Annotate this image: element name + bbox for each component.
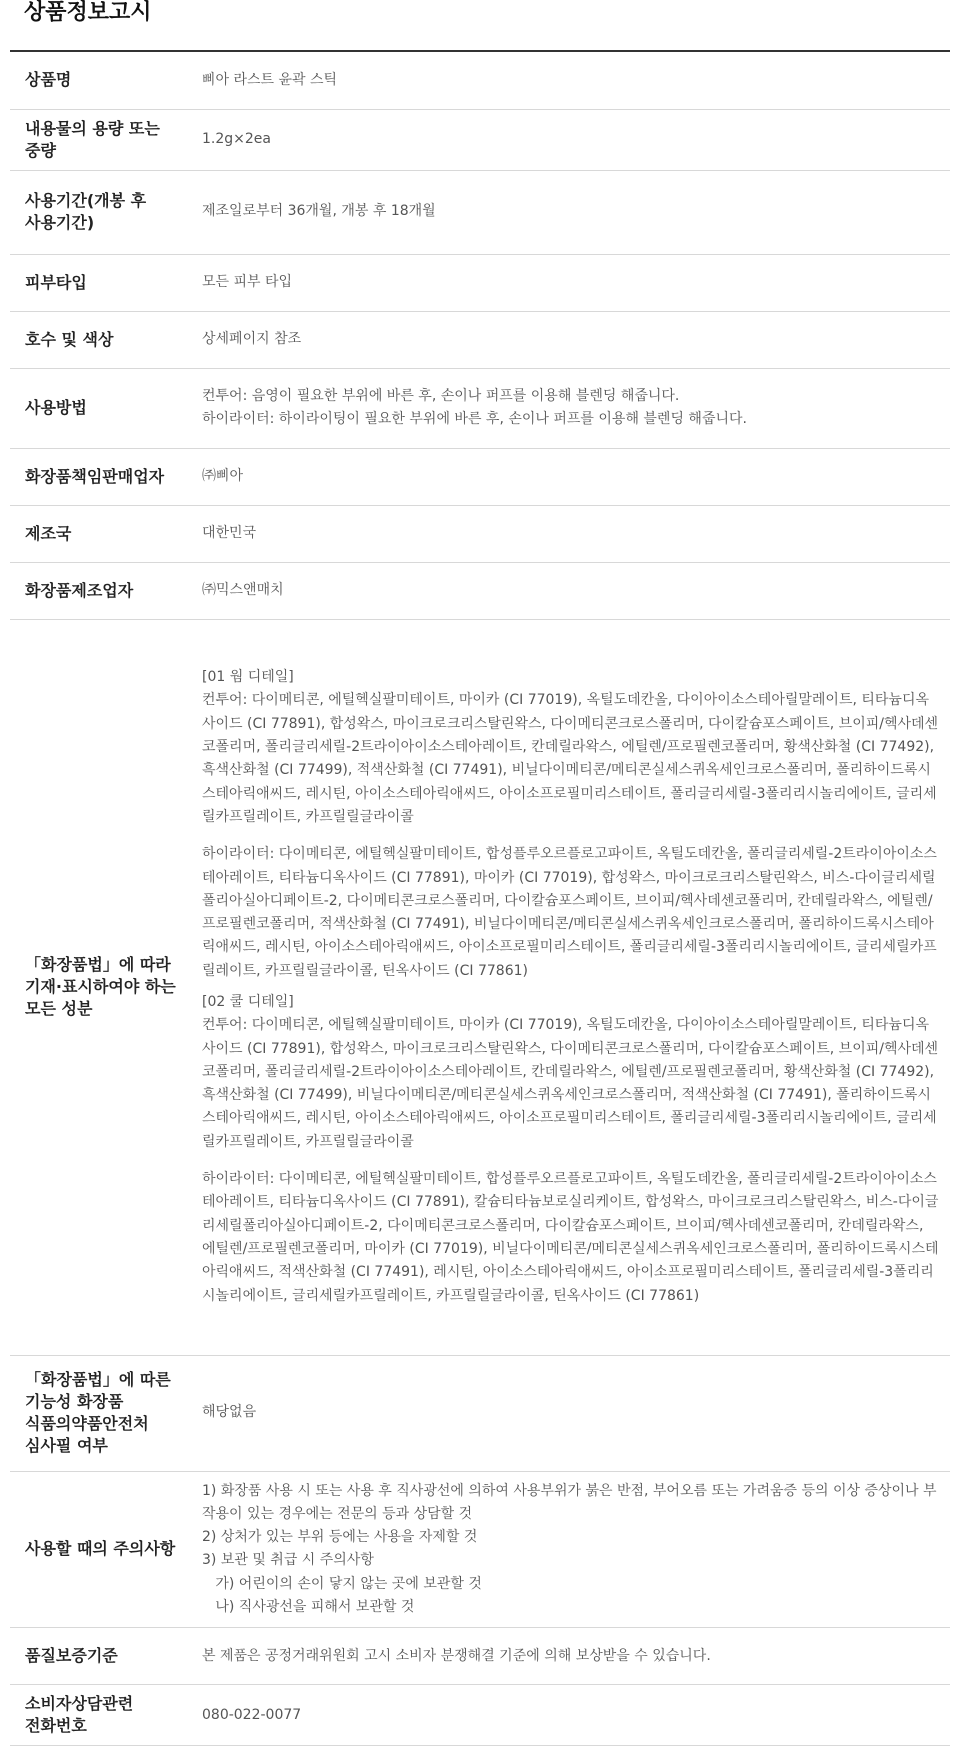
row-label-country: 제조국 bbox=[10, 505, 202, 562]
table-row bbox=[10, 448, 950, 505]
table-row bbox=[10, 311, 950, 368]
ingredients-cool-heading: [02 쿨 디테일] bbox=[202, 994, 294, 1010]
ingredients-warm-highlighter: 하이라이터: 다이메티콘, 에틸헥실팔미테이트, 합성플루오르플로고파이트, 옥틸도데칸올, 폴리글리세릴-2트라이아이소스테아레이트, 티타늄디옥사이드 (CI 77891), 마이카 (CI 77019), 합성왁스, 마이크로크리스탈린왁스, 비스-다이글리세릴폴리아실아디페이트-2, 다이메티콘크로스폴리머, 다이칼슘포스페이트, 브이피/헥사데센코폴리머, 칸데릴라왁스, 에틸렌/프로필렌코폴리머, 적색산화철 (CI 77491), 비닐다이메티콘/메티콘실세스퀴옥세인크로스폴리머, 폴리하이드록시스테아릭애씨드, 레시틴, 아이소스테아릭애씨드, 아이소프로필미리스테이트, 폴리글리세릴-3폴리리시놀리에이트, 글리세릴카프릴레이트, 카프릴릴글라이콜, 틴옥사이드 (CI 77861) bbox=[202, 846, 937, 979]
row-label-usage-period: 사용기간(개봉 후 사용기간) bbox=[10, 170, 202, 254]
row-label-distributor: 화장품책임판매업자 bbox=[10, 448, 202, 505]
row-value-capacity: 1.2g×2ea bbox=[202, 109, 950, 170]
table-row bbox=[10, 1628, 950, 1685]
row-value-caution: 1) 화장품 사용 시 또는 사용 후 직사광선에 의하여 사용부위가 붉은 반점, 부어오름 또는 가려움증 등의 이상 증상이나 부작용이 있는 경우에는 전문의 등과 상담할 것 2) 상처가 있는 부위 등에는 사용을 자제할 것 3) 보관 및 취급 시 주의사항 가) 어린이의 손이 닿지 않는 곳에 보관할 것 나) 직사광선을 피해서 보관할 것 bbox=[202, 1471, 950, 1628]
table-row bbox=[10, 1685, 950, 1746]
table-row bbox=[10, 368, 950, 448]
table-row bbox=[10, 254, 950, 311]
ingredients-warm-contour: 컨투어: 다이메티콘, 에틸헥실팔미테이트, 마이카 (CI 77019), 옥틸도데칸올, 다이아이소스테아릴말레이트, 티타늄디옥사이드 (CI 77891), 합성왁스, 마이크로크리스탈린왁스, 다이메티콘크로스폴리머, 다이칼슘포스페이트, 브이피/헥사데센코폴리머, 폴리글리세릴-2트라이아이소스테아레이트, 칸데릴라왁스, 에틸렌/프로필렌코폴리머, 황색산화철 (CI 77492), 흑색산화철 (CI 77499), 적색산화철 (CI 77491), 비닐다이메티콘/메티콘실세스퀴옥세인크로스폴리머, 폴리하이드록시스테아릭애씨드, 레시틴, 아이소스테아릭애씨드, 아이소프로필미리스테이트, 폴리글리세릴-3폴리리시놀리에이트, 글리세릴카프릴레이트, 카프릴릴글라이콜 bbox=[202, 692, 939, 825]
row-value-manufacturer: ㈜믹스앤매치 bbox=[202, 562, 950, 619]
row-value-country: 대한민국 bbox=[202, 505, 950, 562]
ingredients-warm-heading: [01 웜 디테일] bbox=[202, 669, 294, 686]
table-row bbox=[10, 619, 950, 1355]
table-row bbox=[10, 562, 950, 619]
row-value-shade: 상세페이지 참조 bbox=[202, 311, 950, 368]
row-value-how-to-use: 컨투어: 음영이 필요한 부위에 바른 후, 손이나 퍼프를 이용해 블렌딩 해줍니다. 하이라이터: 하이라이팅이 필요한 부위에 바른 후, 손이나 퍼프를 이용해 블렌딩 해줍니다. bbox=[202, 368, 950, 448]
ingredients-cool-contour: 컨투어: 다이메티콘, 에틸헥실팔미테이트, 마이카 (CI 77019), 옥틸도데칸올, 다이아이소스테아릴말레이트, 티타늄디옥사이드 (CI 77891), 합성왁스, 마이크로크리스탈린왁스, 다이메티콘크로스폴리머, 다이칼슘포스페이트, 브이피/헥사데센코폴리머, 폴리글리세릴-2트라이아이소스테아레이트, 칸데릴라왁스, 에틸렌/프로필렌코폴리머, 황색산화철 (CI 77492), 흑색산화철 (CI 77499), 비닐다이메티콘/메티콘실세스퀴옥세인크로스폴리머, 적색산화철 (CI 77491), 폴리하이드록시스테아릭애씨드, 레시틴, 아이소스테아릭애씨드, 아이소프로필미리스테이트, 폴리글리세릴-3폴리리시놀리에이트, 글리세릴카프릴레이트, 카프릴릴글라이콜 bbox=[202, 1017, 939, 1150]
table-row bbox=[10, 505, 950, 562]
row-label-product-name: 상품명 bbox=[10, 52, 202, 109]
row-label-phone: 소비자상담관련 전화번호 bbox=[10, 1685, 202, 1746]
row-label-caution: 사용할 때의 주의사항 bbox=[10, 1471, 202, 1628]
row-label-capacity: 내용물의 용량 또는 중량 bbox=[10, 109, 202, 170]
row-value-product-name: 삐아 라스트 윤곽 스틱 bbox=[202, 52, 950, 109]
table-row bbox=[10, 170, 950, 254]
product-info-notice bbox=[10, 0, 950, 1746]
info-table bbox=[10, 52, 950, 1746]
row-value-skin-type: 모든 피부 타입 bbox=[202, 254, 950, 311]
row-value-usage-period: 제조일로부터 36개월, 개봉 후 18개월 bbox=[202, 170, 950, 254]
row-label-ingredients: 「화장품법」에 따라 기재·표시하여야 하는 모든 성분 bbox=[10, 619, 202, 1355]
row-value-functional: 해당없음 bbox=[202, 1355, 950, 1471]
row-label-how-to-use: 사용방법 bbox=[10, 368, 202, 448]
table-row bbox=[10, 1355, 950, 1471]
row-label-skin-type: 피부타입 bbox=[10, 254, 202, 311]
row-value-quality: 본 제품은 공정거래위원회 고시 소비자 분쟁해결 기준에 의해 보상받을 수 있습니다. bbox=[202, 1628, 950, 1685]
row-value-phone: 080-022-0077 bbox=[202, 1685, 950, 1746]
table-row bbox=[10, 109, 950, 170]
ingredients-cool-highlighter: 하이라이터: 다이메티콘, 에틸헥실팔미테이트, 합성플루오르플로고파이트, 옥틸도데칸올, 폴리글리세릴-2트라이아이소스테아레이트, 티타늄디옥사이드 (CI 77891), 칼슘티타늄보로실리케이트, 합성왁스, 마이크로크리스탈린왁스, 비스-다이글리세릴폴리아실아디페이트-2, 다이메티콘크로스폴리머, 다이칼슘포스페이트, 브이피/헥사데센코폴리머, 칸데릴라왁스, 에틸렌/프로필렌코폴리머, 마이카 (CI 77019), 비닐다이메티콘/메티콘실세스퀴옥세인크로스폴리머, 폴리하이드록시스테아릭애씨드, 적색산화철 (CI 77491), 레시틴, 아이소스테아릭애씨드, 아이소프로필미리스테이트, 폴리글리세릴-3폴리리시놀리에이트, 글리세릴카프릴레이트, 카프릴릴글라이콜, 틴옥사이드 (CI 77861) bbox=[202, 1171, 939, 1304]
row-value-distributor: ㈜삐아 bbox=[202, 448, 950, 505]
row-label-functional: 「화장품법」에 따른 기능성 화장품 식품의약품안전처 심사필 여부 bbox=[10, 1355, 202, 1471]
row-label-quality: 품질보증기준 bbox=[10, 1628, 202, 1685]
row-value-ingredients bbox=[202, 619, 950, 1355]
table-row bbox=[10, 52, 950, 109]
row-label-shade: 호수 및 색상 bbox=[10, 311, 202, 368]
row-label-manufacturer: 화장품제조업자 bbox=[10, 562, 202, 619]
table-row bbox=[10, 1471, 950, 1628]
page-title: 상품정보고시 bbox=[10, 0, 950, 52]
